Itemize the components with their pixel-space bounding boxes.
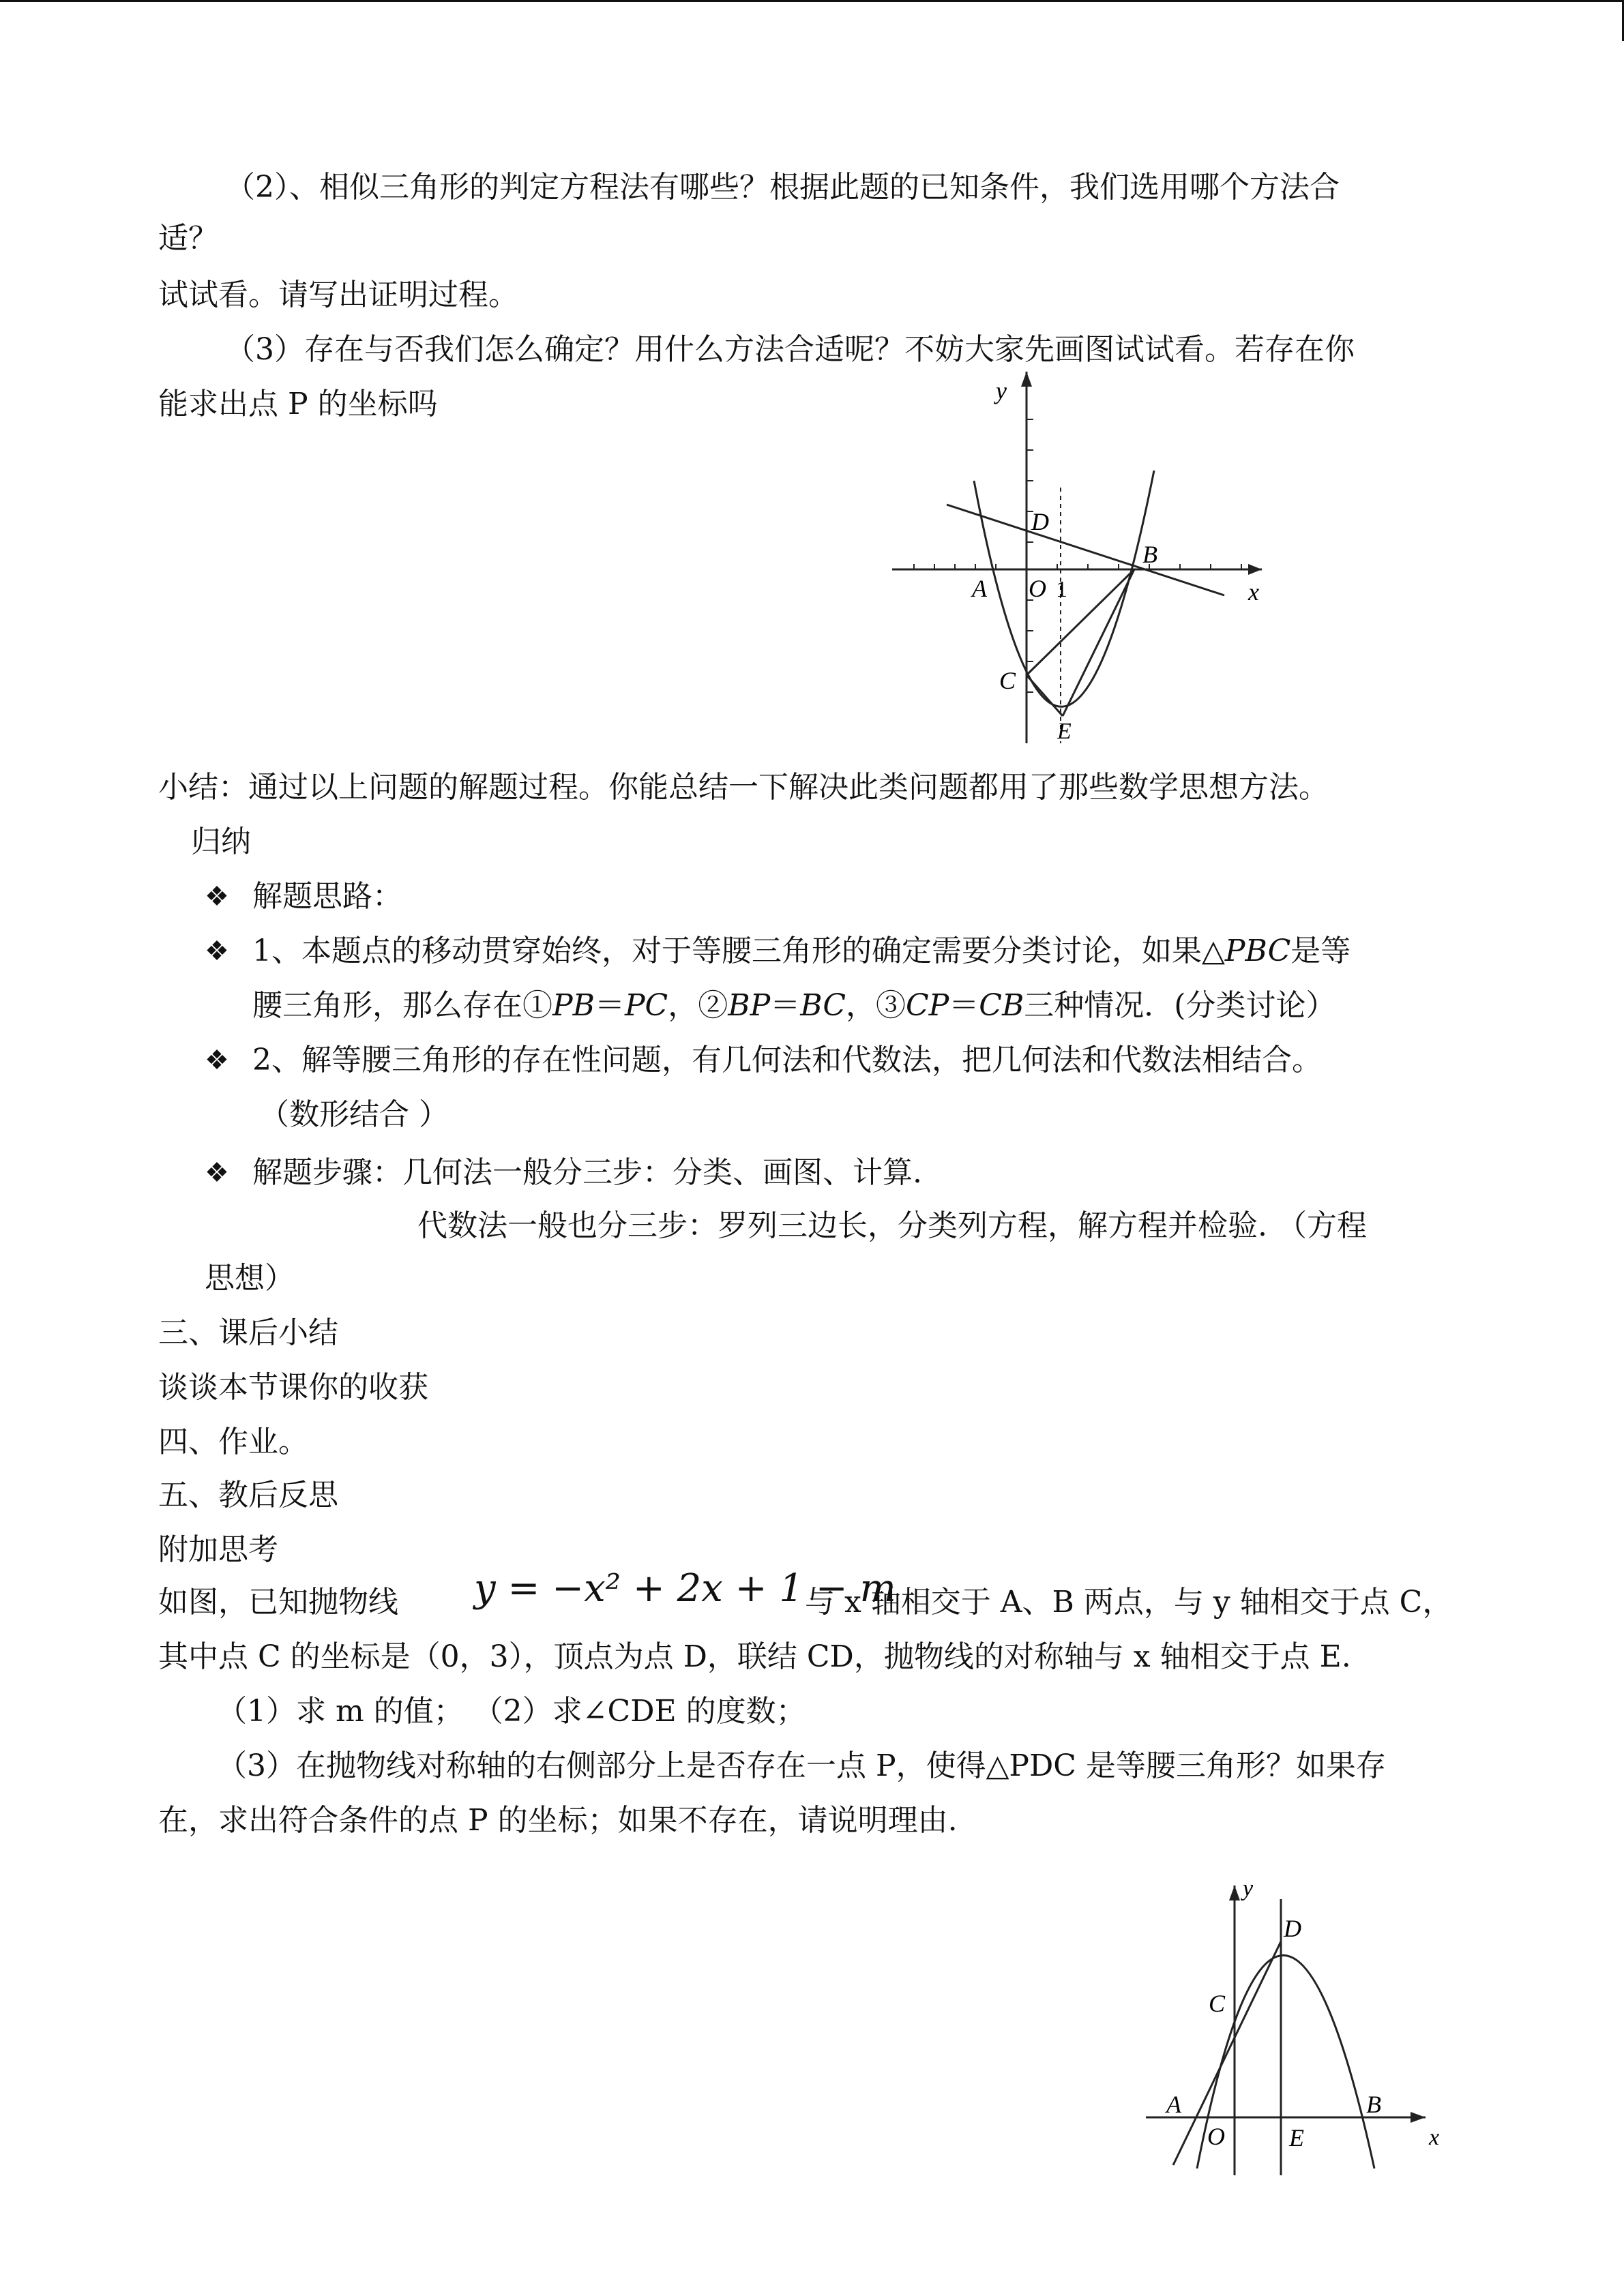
problem-line-2: 其中点 C 的坐标是（0，3），顶点为点 D，联结 CD，抛物线的对称轴与 x 轴相交于点 E. [158,1639,1351,1674]
problem-line-4: （3）在抛物线对称轴的右侧部分上是否存在一点 P，使得△PDC 是等腰三角形？如果存 [217,1748,1386,1783]
bullet-3-line-1: 2、解等腰三角形的存在性问题，有几何法和代数法，把几何法和代数法相结合。 [252,1043,1322,1077]
bullet-4-line-1: 解题步骤：几何法一般分三步：分类、画图、计算. [252,1155,922,1190]
fig1-label-one: 1 [1056,577,1067,602]
bullet-icon: ❖ [205,1045,229,1076]
figure-2-graph [1139,1872,1460,2192]
section-3-heading: 三、课后小结 [158,1315,338,1350]
problem-line-1-start: 如图，已知抛物线 [158,1585,398,1620]
fig2-label-c: C [1209,1990,1226,2017]
summary-line: 小结：通过以上问题的解题过程。你能总结一下解决此类问题都用了那些数学思想方法。 [158,770,1329,805]
fig1-label-o: O [1029,575,1046,602]
problem-line-3: （1）求 m 的值； （2）求∠CDE 的度数； [217,1694,806,1729]
fig1-label-x: x [1248,578,1259,606]
fig2-label-y: y [1243,1876,1254,1901]
figure-1-graph [887,365,1269,747]
bullet-2-line-1: 1、本题点的移动贯穿始终，对于等腰三角形的确定需要分类讨论，如果△PBC是等 [252,934,1351,968]
q2-line-3: 试试看。请写出证明过程。 [158,278,518,312]
fig1-label-c: C [999,667,1016,694]
problem-line-5: 在，求出符合条件的点 P 的坐标；如果不存在，请说明理由. [158,1803,958,1838]
parabola-formula: y = −x² + 2x + 1 − m [474,1566,896,1611]
q3-line-1: （3）存在与否我们怎么确定？用什么方法合适呢？不妨大家先画图试试看。若存在你 [225,332,1355,367]
bullet-3-line-2: （数形结合 ） [259,1097,449,1132]
fig1-label-a: A [972,575,987,602]
fig2-label-e: E [1289,2124,1304,2151]
guina-heading: 归纳 [191,824,251,859]
fig2-label-d: D [1284,1915,1301,1942]
q2-line-2: 适？ [158,221,218,256]
fig1-label-y: y [996,377,1007,404]
fig2-label-x: x [1429,2125,1440,2150]
section-3-body: 谈谈本节课你的收获 [158,1370,428,1405]
fig2-label-o: O [1207,2123,1225,2150]
bullet-1-text: 解题思路： [252,879,402,914]
bullet-4-line-3: 思想） [205,1261,295,1296]
fig1-label-b: B [1142,541,1157,568]
fig2-label-a: A [1166,2091,1181,2118]
bullet-2-line-2: 腰三角形，那么存在①PB＝PC，②BP＝BC，③CP＝CB三种情况．(分类讨论） [252,988,1336,1023]
bullet-icon: ❖ [205,1157,229,1189]
section-4-heading: 四、作业。 [158,1425,308,1459]
bullet-icon: ❖ [205,936,229,967]
fig1-label-d: D [1031,508,1049,535]
problem-line-1-end: 与 x 轴相交于 A、B 两点，与 y 轴相交于点 C， [805,1585,1453,1620]
fig2-label-b: B [1366,2091,1381,2118]
q2-line-1: （2）、相似三角形的判定方程法有哪些？根据此题的已知条件，我们选用哪个方法合 [225,170,1340,205]
bullet-icon: ❖ [205,881,229,912]
section-5-heading: 五、教后反思 [158,1478,338,1512]
extra-heading: 附加思考 [158,1532,278,1567]
fig1-label-e: E [1057,719,1072,744]
top-border [0,0,1624,2]
bullet-4-line-2: 代数法一般也分三步：罗列三边长，分类列方程，解方程并检验. （方程 [417,1208,1367,1243]
q3-line-2: 能求出点 P 的坐标吗 [158,387,438,421]
